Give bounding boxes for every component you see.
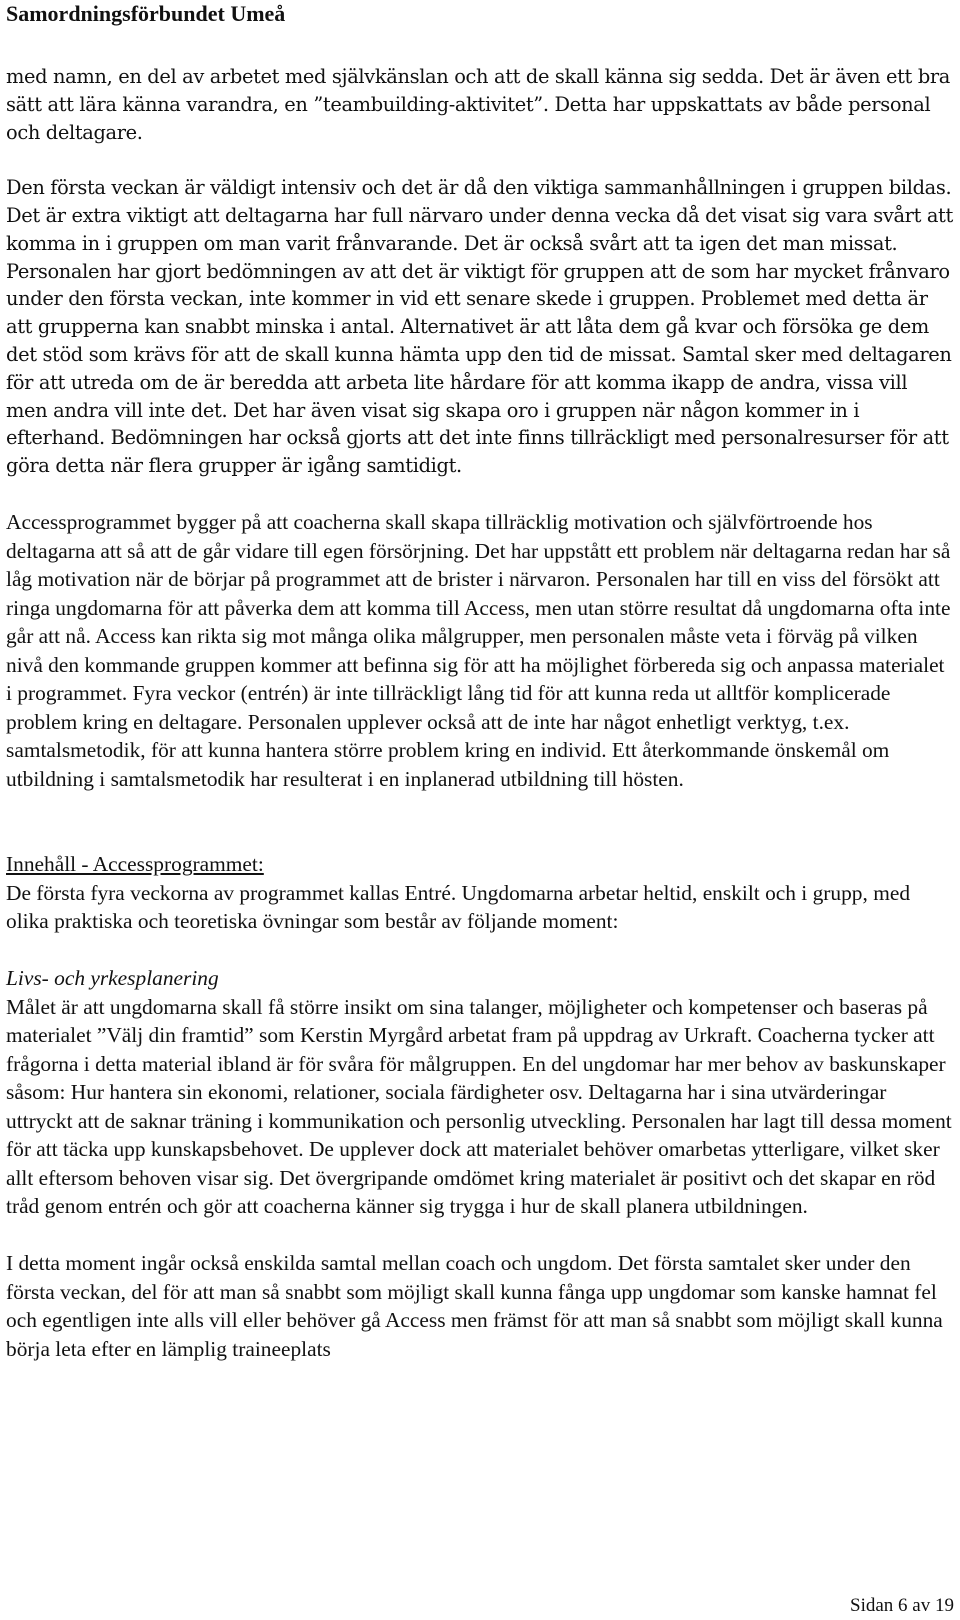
document-body xyxy=(6,63,954,1363)
paragraph-entre: De första fyra veckorna av programmet kallas Entré. Ungdomarna arbetar heltid, enskilt och i grupp, med olika praktiska och teoretiska övningar som består av följande moment: xyxy=(6,880,911,934)
subheading-life-career-planning: Livs- och yrkesplanering xyxy=(6,966,219,991)
section-heading-content: Innehåll - Accessprogrammet: xyxy=(6,852,264,877)
paragraph-access-motivation: Accessprogrammet bygger på att coacherna skall skapa tillräcklig motivation och självförtroende hos deltagarna att så att de går vidare till egen försörjning. Det har uppstått ett problem när deltagarna redan har så låg motivation när de börjar på programmet att de brister i närvaron. Personalen har till en viss del försökt att ringa ungdomarna för att påverka dem att komma till Access, men utan större resultat då ungdomarna ofta inte går att nå. Access kan rikta sig mot många olika målgrupper, men personalen måste veta i förväg på vilken nivå den kommande gruppen kommer att befinna sig för att ha möjlighet förbereda sig och anpassa materialet i programmet. Fyra veckor (entrén) är inte tillräckligt lång tid för att kunna reda ut alltför komplicerade problem kring en deltagare. Personalen upplever också att de inte har något enhetligt verktyg, t.ex. samtalsmetodik, för att kunna hantera större problem kring en individ. Ett återkommande önskemål om utbildning i samtalsmetodik har resulterat i en inplanerad utbildning till hösten. xyxy=(6,510,951,791)
paragraph-intro-continuation: med namn, en del av arbetet med självkänslan och att de skall känna sig sedda. Det är även ett bra sätt att lära känna varandra, en ”teambuilding-aktivitet”. Detta har uppskattats av både personal och deltagare. xyxy=(6,65,951,144)
paragraph-first-week: Den första veckan är väldigt intensiv och det är då den viktiga sammanhållningen i gruppen bildas. Det är extra viktigt att deltagarna har full närvaro under denna vecka då det visat sig vara svårt att komma in i gruppen om man varit frånvarande. Det är också svårt att ta igen det man missat. Personalen har gjort bedömningen av att det är viktigt för gruppen att de som har mycket frånvaro under den första veckan, inte kommer in vid ett senare skede i gruppen. Problemet med detta är att grupperna kan snabbt minska i antal. Alternativet är att låta dem gå kvar och försöka ge dem det stöd som krävs för att de skall kunna hämta upp den tid de missat. Samtal sker med deltagaren för att utreda om de är beredda att arbeta lite hårdare för att komma ikapp de andra, vissa vill men andra vill inte det. Det har även visat sig skapa oro i gruppen när någon kommer in i efterhand. Bedömningen har också gjorts att det inte finns tillräckligt med personalresurser för att göra detta när flera grupper är igång samtidigt. xyxy=(6,176,953,478)
paragraph-individual-talks: I detta moment ingår också enskilda samtal mellan coach och ungdom. Det första samtalet sker under den första veckan, del för att man så snabbt som möjligt skall kunna fånga upp ungdomar som kanske hamnat fel och egentligen inte alls vill eller behöver gå Access men främst för att man så snabbt som möjligt skall kunna börja leta efter en lämplig traineeplats xyxy=(6,1251,943,1361)
page-number: Sidan 6 av 19 xyxy=(850,1595,954,1616)
document-header: Samordningsförbundet Umeå xyxy=(6,1,286,26)
paragraph-life-career-planning: Målet är att ungdomarna skall få större insikt om sina talanger, möjligheter och kompetenser och baseras på materialet ”Välj din framtid” som Kerstin Myrgård arbetat fram på uppdrag av Urkraft. Coacherna tycker att frågorna i detta material ibland är för svåra för målgruppen. En del ungdomar har mer behov av baskunskaper såsom: Hur hantera sin ekonomi, relationer, sociala färdigheter osv. Deltagarna har i sina utvärderingar uttryckt att de saknar träning i kommunikation och personlig utveckling. Personalen har lagt till dessa moment för att täcka upp kunskapsbehovet. De upplever dock att materialet behöver omarbetas ytterligare, vilket sker allt eftersom behoven visar sig. Det övergripande omdömet kring materialet är positivt och det skapar en röd tråd genom entrén och gör att coacherna känner sig trygga i hur de skall planera utbildningen. xyxy=(6,994,952,1219)
